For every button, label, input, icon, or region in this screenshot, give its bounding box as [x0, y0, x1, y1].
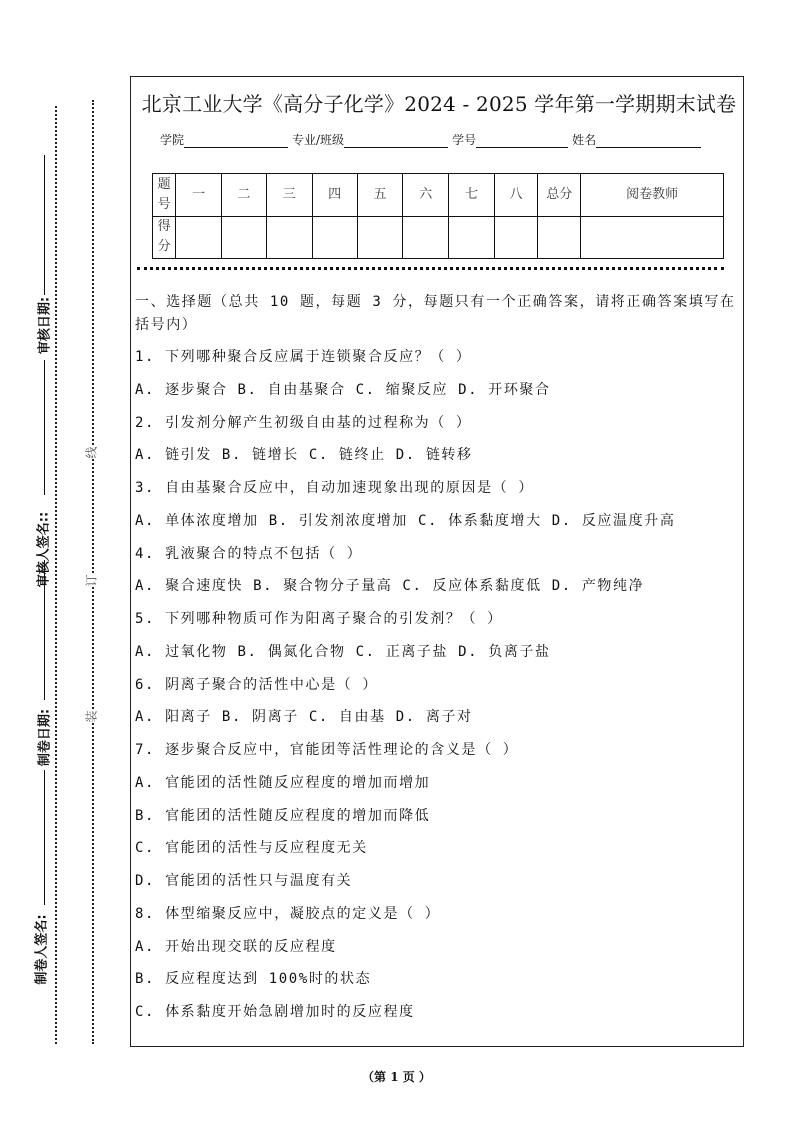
score-cell[interactable] [221, 216, 266, 259]
student-info-line [160, 131, 705, 148]
col-2: 二 [221, 174, 266, 217]
binding-mark-staple: 订 [84, 574, 99, 587]
major-class-label: 专业/班级 [292, 133, 345, 147]
answer-options: A. 聚合速度快 B. 聚合物分子量高 C. 反应体系黏度低 D. 产物纯净 [135, 578, 645, 595]
score-cell[interactable] [266, 216, 312, 259]
score-cell[interactable] [494, 216, 537, 259]
answer-options: A. 开始出现交联的反应程度 [135, 938, 337, 955]
col-4: 四 [312, 174, 357, 217]
paper-date-blank [44, 560, 45, 700]
answer-options: B. 官能团的活性随反应程度的增加而降低 [135, 807, 431, 824]
question-stem: 3. 自由基聚合反应中，自动加速现象出现的原因是（ ） [135, 480, 534, 496]
score-cell[interactable] [176, 216, 222, 259]
review-date-blank [44, 155, 45, 295]
question-stem: 5. 下列哪种物质可作为阳离子聚合的引发剂？（ ） [135, 611, 503, 627]
binding-mark-line: 线 [84, 446, 99, 459]
answer-options: A. 逐步聚合 B. 自由基聚合 C. 缩聚反应 D. 开环聚合 [135, 381, 551, 398]
score-table [152, 173, 724, 259]
answer-options: A. 单体浓度增加 B. 引发剂浓度增加 C. 体系黏度增大 D. 反应温度升高 [135, 512, 676, 529]
section-heading: 一、选择题（总共 10 题，每题 3 分，每题只有一个正确答案，请将正确答案填写在 [135, 294, 736, 310]
paper-maker-signature-blank [44, 770, 45, 905]
question-stem: 8. 体型缩聚反应中，凝胶点的定义是（ ） [135, 905, 441, 922]
score-cell[interactable] [449, 216, 495, 259]
score-row [153, 216, 724, 259]
name-label: 姓名 [572, 133, 597, 147]
score-cell[interactable] [312, 216, 357, 259]
answer-options: B. 反应程度达到 100%时的状态 [135, 971, 372, 988]
college-label: 学院 [160, 133, 185, 147]
question-stem: 4. 乳液聚合的特点不包括（ ） [135, 545, 363, 562]
col-3: 三 [266, 174, 312, 217]
score-cell[interactable] [538, 216, 581, 259]
review-date-label: 审核日期: [37, 296, 53, 355]
question-stem: 1. 下列哪种聚合反应属于连锁聚合反应？（ ） [135, 349, 472, 365]
row-label-question-number: 题号 [153, 174, 176, 217]
answer-options: A. 官能团的活性随反应程度的增加而增加 [135, 774, 431, 791]
score-cell[interactable] [581, 216, 724, 259]
paper-maker-signature-label: 制卷人签名: [34, 914, 50, 985]
col-8: 八 [494, 174, 537, 217]
section-divider [137, 267, 724, 270]
answer-options: D. 官能团的活性只与温度有关 [135, 873, 353, 889]
answer-options: A. 链引发 B. 链增长 C. 链终止 D. 链转移 [135, 447, 473, 464]
question-stem: 6. 阴离子聚合的活性中心是（ ） [135, 676, 378, 693]
question-stem: 2. 引发剂分解产生初级自由基的过程称为（ ） [135, 414, 472, 431]
binding-dotted-line-outer [55, 106, 57, 1044]
question-stem: 7. 逐步聚合反应中，官能团等活性理论的含义是（ ） [135, 742, 519, 758]
student-id-blank[interactable] [476, 133, 568, 148]
answer-options: C. 官能团的活性与反应程度无关 [135, 840, 368, 857]
answer-options: A. 阳离子 B. 阴离子 C. 自由基 D. 离子对 [135, 709, 473, 726]
question-number-row [153, 174, 724, 217]
reviewer-signature-blank [44, 360, 45, 495]
name-blank[interactable] [596, 133, 701, 148]
col-6: 六 [403, 174, 449, 217]
binding-mark-bind: 装 [84, 710, 99, 723]
col-1: 一 [176, 174, 222, 217]
section-heading: 括号内） [135, 317, 198, 333]
binding-dotted-line-inner [92, 100, 94, 1044]
major-class-blank[interactable] [344, 133, 448, 148]
answer-options: C. 体系黏度开始急剧增加时的反应程度 [135, 1004, 415, 1020]
col-grader: 阅卷教师 [581, 174, 724, 217]
score-cell[interactable] [357, 216, 403, 259]
reviewer-signature-label: 审核人签名:: [36, 511, 52, 588]
col-7: 七 [449, 174, 495, 217]
col-5: 五 [357, 174, 403, 217]
col-total: 总分 [538, 174, 581, 217]
score-cell[interactable] [403, 216, 449, 259]
exam-title: 北京工业大学《高分子化学》2024 - 2025 学年第一学期期末试卷 [141, 92, 737, 116]
row-label-score: 得分 [153, 216, 176, 259]
college-blank[interactable] [184, 133, 288, 148]
student-id-label: 学号 [452, 133, 477, 147]
paper-date-label: 制卷日期: [37, 708, 53, 767]
answer-options: A. 过氧化物 B. 偶氮化合物 C. 正离子盐 D. 负离子盐 [135, 643, 551, 660]
page-number: （第 1 页 ） [362, 1070, 431, 1084]
